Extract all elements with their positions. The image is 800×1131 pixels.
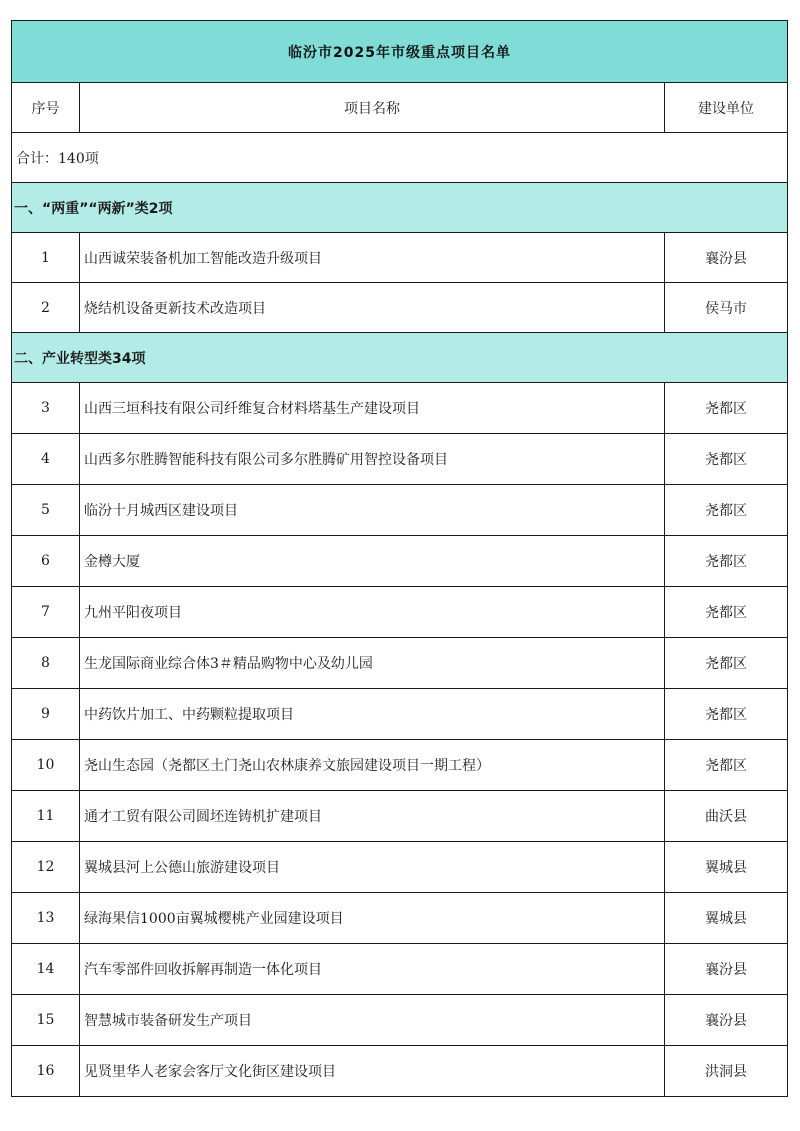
table-row (12, 893, 788, 944)
row-unit: 尧都区 (665, 638, 788, 689)
document-title: 临汾市2025年市级重点项目名单 (12, 21, 788, 83)
header-name: 项目名称 (80, 83, 665, 133)
row-num: 6 (12, 536, 80, 587)
row-num: 12 (12, 842, 80, 893)
table-row (12, 434, 788, 485)
table-row (12, 689, 788, 740)
row-name: 临汾十月城西区建设项目 (80, 485, 665, 536)
table-row (12, 383, 788, 434)
row-name: 智慧城市装备研发生产项目 (80, 995, 665, 1046)
header-unit: 建设单位 (665, 83, 788, 133)
table-row (12, 485, 788, 536)
section-1-label: 一、“两重”“两新”类2项 (12, 183, 788, 233)
row-unit: 尧都区 (665, 485, 788, 536)
row-name: 见贤里华人老家会客厅文化街区建设项目 (80, 1046, 665, 1097)
row-name: 翼城县河上公德山旅游建设项目 (80, 842, 665, 893)
row-name: 九州平阳夜项目 (80, 587, 665, 638)
header-row (12, 83, 788, 133)
row-name: 通才工贸有限公司圆坯连铸机扩建项目 (80, 791, 665, 842)
row-unit: 尧都区 (665, 434, 788, 485)
row-num: 7 (12, 587, 80, 638)
row-unit: 翼城县 (665, 893, 788, 944)
row-name: 山西三垣科技有限公司纤维复合材料塔基生产建设项目 (80, 383, 665, 434)
row-name: 中药饮片加工、中药颗粒提取项目 (80, 689, 665, 740)
section-2-label: 二、产业转型类34项 (12, 333, 788, 383)
row-name: 金樽大厦 (80, 536, 665, 587)
header-num: 序号 (12, 83, 80, 133)
row-name: 山西诚荣装备机加工智能改造升级项目 (80, 233, 665, 283)
row-name: 山西多尔胜腾智能科技有限公司多尔胜腾矿用智控设备项目 (80, 434, 665, 485)
row-num: 1 (12, 233, 80, 283)
section-row (12, 183, 788, 233)
project-list-table (11, 20, 788, 1097)
row-num: 11 (12, 791, 80, 842)
row-unit: 尧都区 (665, 689, 788, 740)
row-num: 16 (12, 1046, 80, 1097)
row-num: 8 (12, 638, 80, 689)
row-unit: 襄汾县 (665, 944, 788, 995)
row-unit: 尧都区 (665, 740, 788, 791)
row-num: 10 (12, 740, 80, 791)
row-unit: 洪洞县 (665, 1046, 788, 1097)
table-row (12, 233, 788, 283)
row-name: 尧山生态园（尧都区土门尧山农林康养文旅园建设项目一期工程） (80, 740, 665, 791)
row-unit: 翼城县 (665, 842, 788, 893)
table-row (12, 995, 788, 1046)
total-row (12, 133, 788, 183)
row-num: 5 (12, 485, 80, 536)
row-name: 烧结机设备更新技术改造项目 (80, 283, 665, 333)
table-row (12, 842, 788, 893)
row-unit: 尧都区 (665, 536, 788, 587)
section-row (12, 333, 788, 383)
table-row (12, 536, 788, 587)
row-num: 13 (12, 893, 80, 944)
row-unit: 尧都区 (665, 383, 788, 434)
row-unit: 襄汾县 (665, 233, 788, 283)
table-row (12, 1046, 788, 1097)
row-unit: 侯马市 (665, 283, 788, 333)
total-count: 合计：140项 (12, 133, 788, 183)
table-row (12, 587, 788, 638)
row-num: 3 (12, 383, 80, 434)
table-row (12, 638, 788, 689)
row-num: 9 (12, 689, 80, 740)
row-num: 2 (12, 283, 80, 333)
row-name: 生龙国际商业综合体3＃精品购物中心及幼儿园 (80, 638, 665, 689)
table-row (12, 283, 788, 333)
table-row (12, 791, 788, 842)
table-row (12, 944, 788, 995)
row-unit: 襄汾县 (665, 995, 788, 1046)
row-num: 15 (12, 995, 80, 1046)
row-num: 4 (12, 434, 80, 485)
table-row (12, 740, 788, 791)
row-unit: 曲沃县 (665, 791, 788, 842)
title-row (12, 21, 788, 83)
row-num: 14 (12, 944, 80, 995)
row-unit: 尧都区 (665, 587, 788, 638)
row-name: 汽车零部件回收拆解再制造一体化项目 (80, 944, 665, 995)
row-name: 绿海果信1000亩翼城樱桃产业园建设项目 (80, 893, 665, 944)
